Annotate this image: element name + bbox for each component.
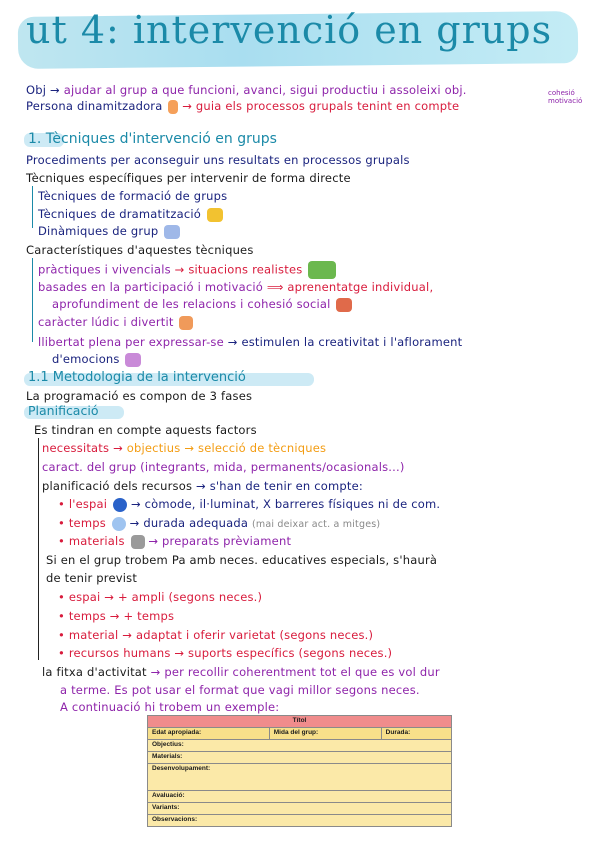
char-text: llibertat plena per expressar-se — [38, 335, 224, 349]
special-item-text: • espai → + ampli (segons neces.) — [58, 590, 263, 604]
table-row: Desenvolupament: — [148, 764, 452, 791]
emotions-icon — [125, 353, 141, 367]
table-row: Avaluació: — [148, 791, 452, 803]
theatre-masks-icon — [207, 208, 223, 222]
characteristic-item — [38, 335, 462, 349]
space-label: • l'espai — [58, 497, 108, 511]
char-result: → estimulen la creativitat i l'aflorament — [227, 335, 463, 349]
materials-label: • materials — [58, 534, 125, 548]
time-label: • temps — [58, 516, 106, 530]
special-needs-line-1: Si en el grup trobem Pa amb neces. educatives especials, s'haurà — [46, 553, 438, 567]
persona-note-motivacio: motivació — [548, 97, 583, 105]
persona-text: → guia els processos grupals tenint en compte — [182, 99, 460, 113]
section1-definition: Procediments per aconseguir uns resultats en processos grupals — [26, 153, 410, 167]
factors-line: Es tindran en compte aquests factors — [34, 423, 257, 437]
objectives-label: objectius — [126, 441, 181, 455]
table-row: Materials: — [148, 752, 452, 764]
persona-note-cohesio: cohesió — [548, 89, 575, 97]
type-item-label: Dinàmiques de grup — [38, 224, 159, 238]
char-text: caràcter lúdic i divertit — [38, 315, 174, 329]
table-col-group-size: Mida del grup: — [269, 728, 381, 740]
special-item-text: • material → adaptat i oferir varietat (segons neces.) — [58, 628, 374, 642]
char-text: d'emocions — [52, 352, 120, 366]
space-line — [58, 497, 440, 512]
obj-text: ajudar al grup a que funcioni, avanci, sigui productiu i assoleixi obj. — [63, 83, 467, 97]
characteristics-branch — [32, 258, 33, 342]
char-result: → situacions realistes — [174, 262, 303, 277]
activity-sheet-label: la fitxa d'activitat — [42, 665, 147, 679]
time-text: → durada adequada — [129, 516, 249, 530]
table-row: Variants: — [148, 803, 452, 815]
group-characteristics-line: caract. del grup (integrants, mida, permanents/ocasionals...) — [42, 460, 405, 474]
type-item: Tècniques de formació de grups — [38, 189, 228, 203]
clock-icon — [112, 517, 126, 531]
char-result: ⟹ aprenentatge individual, — [266, 280, 434, 294]
toolbox-icon — [131, 535, 145, 549]
obj-label: Obj → — [26, 83, 60, 97]
type-item-label: Tècniques de dramatització — [38, 207, 202, 221]
resources-note: → s'han de tenir en compte: — [196, 479, 363, 493]
table-row: Objectius: — [148, 740, 452, 752]
table-row: Observacions: — [148, 815, 452, 827]
factors-branch — [38, 438, 39, 660]
needs-label: necessitats — [42, 441, 110, 455]
activity-sheet-line-1 — [42, 665, 440, 679]
characteristic-item — [52, 297, 352, 312]
resources-planning-line — [42, 479, 363, 493]
time-line — [58, 516, 380, 531]
activity-sheet-table — [147, 715, 452, 827]
table-title: Títol — [148, 716, 452, 728]
characteristics-heading: Característiques d'aquestes tècniques — [26, 243, 254, 257]
table-col-age: Edat apropiada: — [148, 728, 270, 740]
time-note: (mai deixar act. a mitges) — [251, 519, 381, 530]
characteristic-item — [52, 352, 141, 367]
section11-heading: 1.1 Metodologia de la intervenció — [28, 370, 246, 385]
char-text: basades en la participació i motivació — [38, 280, 263, 294]
handshake-icon — [336, 298, 352, 312]
planning-heading: Planificació — [28, 403, 99, 418]
special-item — [58, 646, 392, 660]
activity-sheet-line-2: a terme. Es pot usar el format que vagi millor segons neces. — [60, 683, 420, 697]
page-title: ut 4: intervenció en grups — [26, 8, 553, 52]
special-item — [58, 628, 373, 642]
characteristic-item — [38, 280, 433, 294]
smiling-face-icon — [179, 316, 193, 330]
table-col-duration: Durada: — [381, 728, 451, 740]
materials-text: → preparats prèviament — [148, 534, 292, 548]
resources-label: planificació dels recursos — [42, 479, 193, 493]
characteristic-item — [38, 315, 193, 330]
persona-line — [26, 99, 459, 114]
globe-icon — [113, 498, 127, 512]
char-text: aprofundiment de les relacions i cohesió social — [52, 297, 331, 311]
section1-specific: Tècniques específiques per intervenir de forma directe — [26, 171, 351, 185]
objective-line — [26, 83, 467, 97]
needs-line: necessitats → objectius → selecció de tècniques — [42, 441, 327, 455]
landscape-icon — [308, 261, 336, 279]
activity-sheet-line-3: A continuació hi trobem un exemple: — [60, 700, 280, 714]
activity-sheet-purpose: → per recollir coherentment tot el que es vol dur — [150, 665, 440, 679]
special-item-text: • recursos humans → suports específics (segons neces.) — [58, 646, 393, 660]
programming-line: La programació es compon de 3 fases — [26, 389, 253, 403]
persona-notes — [548, 89, 582, 105]
section1-heading: 1. Tècniques d'intervenció en grups — [28, 131, 277, 147]
types-branch — [32, 186, 33, 228]
materials-line — [58, 534, 291, 549]
type-item — [38, 224, 180, 239]
special-needs-line-2: de tenir previst — [46, 571, 138, 585]
char-text: pràctiques i vivencials — [38, 262, 171, 277]
technique-selection-label: selecció de tècniques — [198, 441, 327, 455]
space-text: → còmode, il·luminat, X barreres físiques ni de com. — [130, 497, 441, 511]
persona-label: Persona dinamitzadora — [26, 99, 163, 113]
special-item-text: • temps → + temps — [58, 609, 175, 623]
special-item — [58, 590, 262, 604]
characteristic-item — [38, 261, 336, 279]
type-item — [38, 207, 223, 222]
group-people-icon — [164, 225, 180, 239]
special-item — [58, 609, 174, 623]
person-icon — [168, 100, 178, 114]
